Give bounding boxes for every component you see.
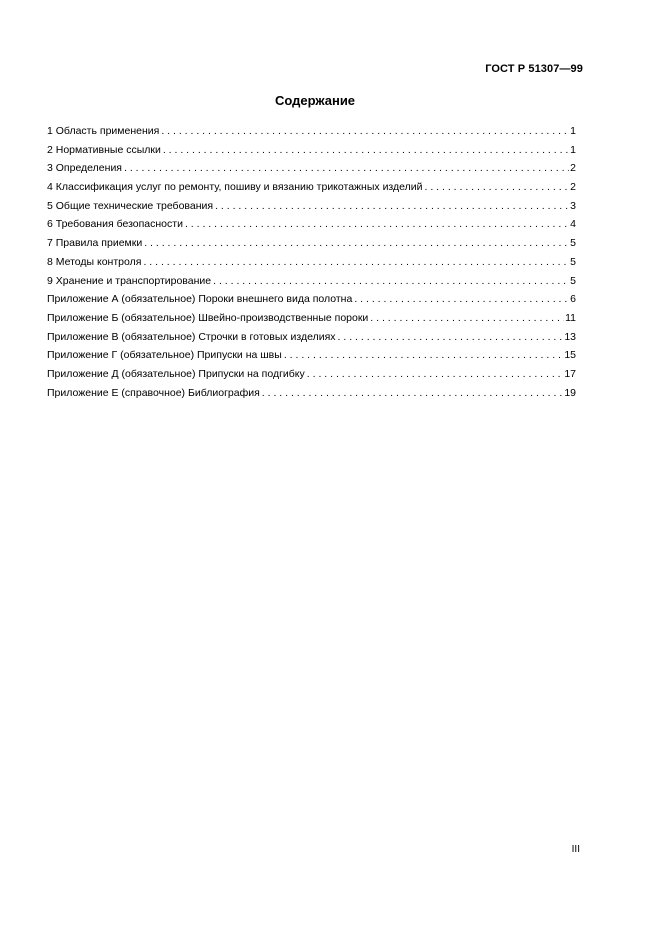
toc-entry-page: 6	[570, 293, 576, 306]
toc-entry-label: 4 Классификация услуг по ремонту, пошиву и вязанию трикотажных изделий	[47, 181, 423, 194]
toc-entry-label: 2 Нормативные ссылки	[47, 143, 161, 156]
toc-entry[interactable]	[47, 141, 576, 160]
toc-leader-dots	[143, 253, 569, 272]
toc-entry-label: 8 Методы контроля	[47, 255, 142, 268]
toc-entry-label: Приложение Б (обязательное) Швейно-производственные пороки	[47, 311, 369, 324]
document-code: ГОСТ Р 51307—99	[485, 63, 583, 75]
toc-entry[interactable]	[47, 122, 576, 141]
toc-entry-label: 3 Определения	[47, 162, 122, 175]
toc-entry[interactable]	[47, 290, 576, 309]
toc-entry-page: 3	[570, 199, 576, 212]
toc-leader-dots	[425, 178, 570, 197]
toc-leader-dots	[161, 122, 569, 141]
toc-entry-label: Приложение Д (обязательное) Припуски на подгибку	[47, 367, 305, 380]
toc-entry-page: 5	[570, 274, 576, 287]
toc-entry[interactable]	[47, 234, 576, 253]
toc-entry-page: 4	[570, 218, 576, 231]
toc-entry-label: Приложение Е (справочное) Библиография	[47, 386, 260, 399]
toc-entry-label: 7 Правила приемки	[47, 237, 143, 250]
toc-leader-dots	[144, 234, 569, 253]
toc-entry-label: 6 Требования безопасности	[47, 218, 183, 231]
toc-leader-dots	[370, 309, 564, 328]
toc-leader-dots	[163, 141, 569, 160]
toc-entry-page: 19	[564, 386, 576, 399]
toc-entry[interactable]	[47, 365, 576, 384]
toc-leader-dots	[215, 197, 569, 216]
toc-entry[interactable]	[47, 178, 576, 197]
toc-entry[interactable]	[47, 253, 576, 272]
toc-entry[interactable]	[47, 215, 576, 234]
toc-entry[interactable]	[47, 197, 576, 216]
toc-title: Содержание	[274, 93, 356, 108]
toc-entry[interactable]	[47, 346, 576, 365]
toc-entry-page: 2	[570, 162, 576, 175]
toc-leader-dots	[213, 272, 569, 291]
toc-entry[interactable]	[47, 328, 576, 347]
toc-leader-dots	[185, 215, 569, 234]
toc-entry-label: 1 Область применения	[47, 125, 160, 137]
toc-entry-page: 1	[570, 143, 576, 156]
toc-leader-dots	[354, 290, 569, 309]
toc-entry-page: 17	[564, 367, 576, 380]
toc-leader-dots	[124, 159, 569, 178]
toc-leader-dots	[338, 328, 564, 347]
toc-entry-page: 5	[570, 255, 576, 268]
toc-entry-page: 11	[565, 311, 576, 324]
page-number: III	[571, 844, 580, 855]
toc-leader-dots	[307, 365, 564, 384]
toc-leader-dots	[262, 384, 564, 403]
toc-entry-label: Приложение Г (обязательное) Припуски на швы	[47, 349, 282, 362]
toc-entry[interactable]	[47, 272, 576, 291]
toc-entry-page: 5	[570, 237, 576, 250]
toc-entry-label: 9 Хранение и транспортирование	[47, 274, 212, 287]
toc-entry-page: 1	[570, 125, 576, 137]
toc-entry[interactable]	[47, 159, 576, 178]
toc-entry[interactable]	[47, 309, 576, 328]
table-of-contents	[47, 122, 576, 402]
toc-entry-page: 2	[570, 181, 576, 194]
toc-leader-dots	[284, 346, 564, 365]
toc-entry-page: 15	[564, 349, 576, 362]
toc-entry-label: Приложение В (обязательное) Строчки в готовых изделиях	[47, 330, 336, 343]
toc-entry-label: 5 Общие технические требования	[47, 199, 214, 212]
toc-entry-label: Приложение А (обязательное) Пороки внешнего вида полотна	[47, 293, 353, 306]
toc-entry[interactable]	[47, 384, 576, 403]
toc-entry-page: 13	[564, 330, 576, 343]
